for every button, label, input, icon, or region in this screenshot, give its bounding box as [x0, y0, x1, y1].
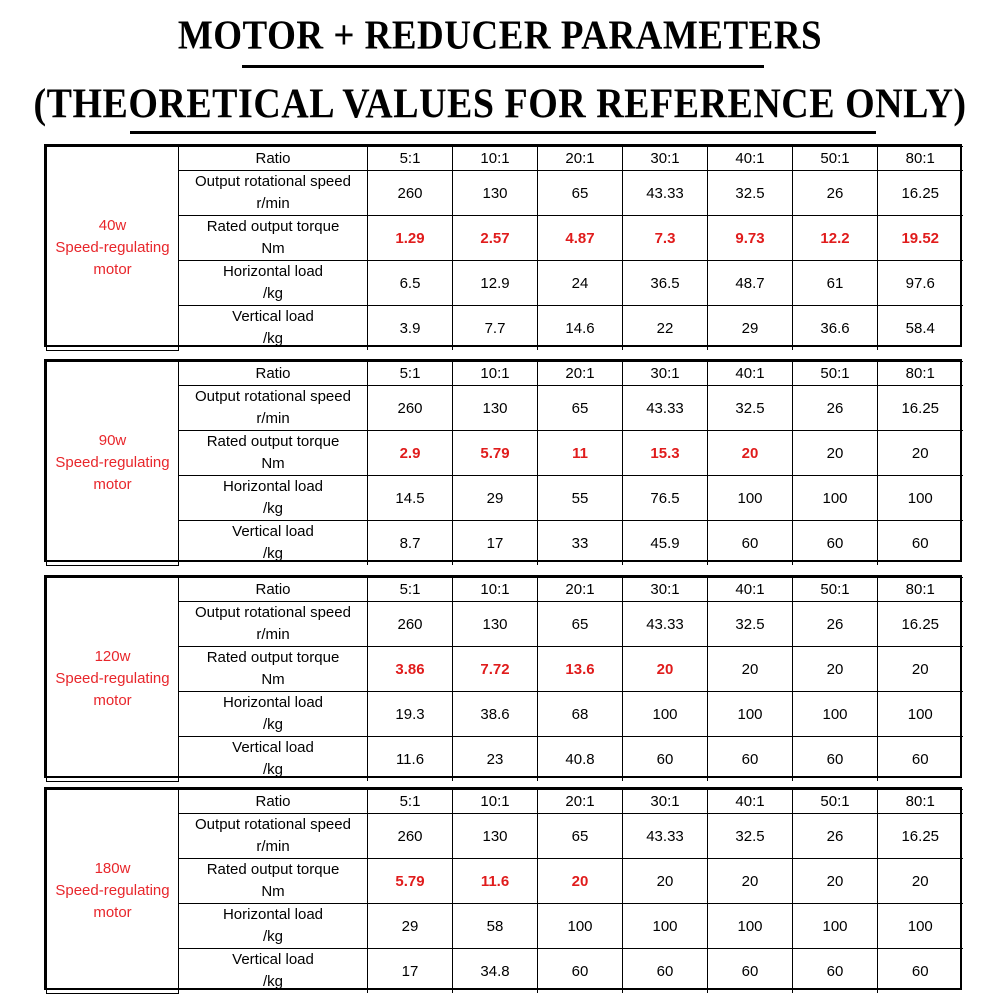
torque-row	[47, 216, 963, 261]
speed-value-cell: 16.25	[878, 171, 963, 216]
torque-value-cell: 20	[538, 859, 623, 904]
speed-label-line: r/min	[256, 626, 290, 643]
parameter-table	[46, 146, 963, 351]
torque-value-cell: 15.3	[623, 431, 708, 476]
ratio-header-cell: 10:1	[453, 362, 538, 386]
speed-label	[179, 171, 368, 216]
vload-value-cell: 60	[793, 521, 878, 566]
motor-table-90w	[44, 359, 962, 562]
torque-value-cell: 4.87	[538, 216, 623, 261]
torque-label-line: Rated output torque	[206, 861, 340, 878]
speed-row	[47, 814, 963, 859]
speed-value-cell: 43.33	[623, 171, 708, 216]
ratio-row	[47, 578, 963, 602]
speed-value-cell: 43.33	[623, 602, 708, 647]
vload-value-cell: 17	[368, 949, 453, 994]
vload-value-cell: 11.6	[368, 737, 453, 782]
torque-value-cell: 20	[623, 859, 708, 904]
speed-row	[47, 602, 963, 647]
ratio-label	[179, 147, 368, 171]
vload-value-cell: 29	[708, 306, 793, 351]
ratio-header-cell: 40:1	[708, 790, 793, 814]
ratio-label	[179, 362, 368, 386]
vload-value-cell: 60	[623, 949, 708, 994]
torque-label-line: Rated output torque	[206, 649, 340, 666]
motor-name	[47, 578, 179, 782]
speed-value-cell: 260	[368, 171, 453, 216]
speed-value-cell: 32.5	[708, 171, 793, 216]
ratio-header-cell: 20:1	[538, 362, 623, 386]
torque-value-cell: 20	[623, 647, 708, 692]
torque-label	[179, 859, 368, 904]
parameter-table	[46, 789, 963, 994]
ratio-header-cell: 50:1	[793, 790, 878, 814]
vload-value-cell: 60	[708, 737, 793, 782]
vload-value-cell: 58.4	[878, 306, 963, 351]
hload-value-cell: 76.5	[623, 476, 708, 521]
speed-label	[179, 814, 368, 859]
speed-value-cell: 130	[453, 814, 538, 859]
torque-value-cell: 9.73	[708, 216, 793, 261]
hload-value-cell: 100	[708, 904, 793, 949]
speed-label-line: Output rotational speed	[195, 388, 351, 405]
speed-value-cell: 26	[793, 171, 878, 216]
motor-name-line: 120w	[94, 648, 131, 666]
speed-value-cell: 32.5	[708, 602, 793, 647]
speed-row	[47, 171, 963, 216]
ratio-label-line: Ratio	[255, 149, 291, 167]
torque-value-cell: 11	[538, 431, 623, 476]
speed-label	[179, 602, 368, 647]
motor-name	[47, 147, 179, 351]
vertical-load-row	[47, 949, 963, 994]
torque-row	[47, 431, 963, 476]
ratio-header-cell: 30:1	[623, 362, 708, 386]
hload-label-line: /kg	[262, 716, 283, 733]
vload-value-cell: 40.8	[538, 737, 623, 782]
vload-label-line: /kg	[262, 330, 283, 347]
hload-value-cell: 12.9	[453, 261, 538, 306]
ratio-label-line: Ratio	[255, 364, 291, 382]
torque-value-cell: 20	[708, 859, 793, 904]
motor-table-120w	[44, 575, 962, 778]
motor-name-line: Speed-regulating	[55, 882, 170, 900]
speed-label-line: Output rotational speed	[195, 173, 351, 190]
ratio-header-cell: 20:1	[538, 790, 623, 814]
speed-label-line: r/min	[256, 195, 290, 212]
hload-label	[179, 261, 368, 306]
vload-value-cell: 60	[793, 949, 878, 994]
ratio-header-cell: 50:1	[793, 362, 878, 386]
torque-value-cell: 13.6	[538, 647, 623, 692]
vload-label-line: /kg	[262, 973, 283, 990]
ratio-header-cell: 10:1	[453, 790, 538, 814]
speed-value-cell: 26	[793, 814, 878, 859]
motor-table-180w	[44, 787, 962, 990]
ratio-label	[179, 578, 368, 602]
speed-value-cell: 65	[538, 814, 623, 859]
motor-name-line: Speed-regulating	[55, 670, 170, 688]
torque-label-line: Rated output torque	[206, 218, 340, 235]
vload-value-cell: 60	[793, 737, 878, 782]
vload-value-cell: 33	[538, 521, 623, 566]
torque-value-cell: 5.79	[453, 431, 538, 476]
motor-table-40w	[44, 144, 962, 347]
hload-value-cell: 100	[708, 476, 793, 521]
horizontal-load-row	[47, 261, 963, 306]
speed-label-line: Output rotational speed	[195, 604, 351, 621]
speed-label-line: r/min	[256, 838, 290, 855]
vload-value-cell: 17	[453, 521, 538, 566]
speed-value-cell: 26	[793, 386, 878, 431]
hload-label-line: Horizontal load	[222, 694, 324, 711]
torque-row	[47, 859, 963, 904]
vload-value-cell: 22	[623, 306, 708, 351]
hload-value-cell: 100	[793, 476, 878, 521]
torque-value-cell: 7.3	[623, 216, 708, 261]
speed-value-cell: 16.25	[878, 386, 963, 431]
vload-value-cell: 7.7	[453, 306, 538, 351]
torque-value-cell: 5.79	[368, 859, 453, 904]
hload-value-cell: 48.7	[708, 261, 793, 306]
ratio-row	[47, 790, 963, 814]
hload-label	[179, 904, 368, 949]
torque-value-cell: 1.29	[368, 216, 453, 261]
vload-value-cell: 36.6	[793, 306, 878, 351]
speed-value-cell: 130	[453, 171, 538, 216]
torque-value-cell: 20	[793, 859, 878, 904]
motor-name-line: 40w	[98, 217, 127, 235]
vload-label	[179, 306, 368, 351]
vload-value-cell: 60	[708, 521, 793, 566]
torque-label	[179, 647, 368, 692]
speed-row	[47, 386, 963, 431]
speed-value-cell: 43.33	[623, 814, 708, 859]
torque-value-cell: 20	[708, 431, 793, 476]
motor-name	[47, 790, 179, 994]
vload-label-line: Vertical load	[232, 308, 314, 325]
vload-value-cell: 8.7	[368, 521, 453, 566]
torque-label-line: Nm	[261, 883, 285, 900]
ratio-header-cell: 10:1	[453, 578, 538, 602]
torque-value-cell: 2.9	[368, 431, 453, 476]
hload-value-cell: 14.5	[368, 476, 453, 521]
vload-label	[179, 949, 368, 994]
vload-value-cell: 3.9	[368, 306, 453, 351]
parameter-table	[46, 577, 963, 782]
ratio-header-cell: 80:1	[878, 578, 963, 602]
ratio-header-cell: 20:1	[538, 147, 623, 171]
torque-value-cell: 20	[708, 647, 793, 692]
motor-name	[47, 362, 179, 566]
vload-label-line: /kg	[262, 545, 283, 562]
ratio-header-cell: 30:1	[623, 578, 708, 602]
hload-value-cell: 58	[453, 904, 538, 949]
hload-value-cell: 36.5	[623, 261, 708, 306]
speed-value-cell: 43.33	[623, 386, 708, 431]
hload-value-cell: 100	[538, 904, 623, 949]
torque-value-cell: 20	[878, 647, 963, 692]
speed-value-cell: 32.5	[708, 386, 793, 431]
hload-value-cell: 100	[623, 692, 708, 737]
title-underline	[242, 65, 764, 68]
vload-label	[179, 737, 368, 782]
hload-value-cell: 55	[538, 476, 623, 521]
hload-value-cell: 100	[878, 904, 963, 949]
motor-name-line: motor	[93, 261, 132, 279]
ratio-header-cell: 5:1	[368, 578, 453, 602]
hload-label-line: /kg	[262, 928, 283, 945]
speed-value-cell: 65	[538, 386, 623, 431]
torque-label-line: Nm	[261, 671, 285, 688]
speed-value-cell: 260	[368, 602, 453, 647]
hload-value-cell: 100	[793, 692, 878, 737]
torque-value-cell: 20	[878, 431, 963, 476]
hload-value-cell: 29	[368, 904, 453, 949]
ratio-header-cell: 5:1	[368, 362, 453, 386]
vload-value-cell: 60	[623, 737, 708, 782]
vload-value-cell: 45.9	[623, 521, 708, 566]
torque-value-cell: 3.86	[368, 647, 453, 692]
ratio-header-cell: 40:1	[708, 147, 793, 171]
motor-name-line: Speed-regulating	[55, 454, 170, 472]
horizontal-load-row	[47, 692, 963, 737]
ratio-header-cell: 10:1	[453, 147, 538, 171]
speed-label-line: r/min	[256, 410, 290, 427]
ratio-header-cell: 30:1	[623, 147, 708, 171]
vload-value-cell: 34.8	[453, 949, 538, 994]
ratio-row	[47, 362, 963, 386]
vload-value-cell: 60	[708, 949, 793, 994]
hload-value-cell: 97.6	[878, 261, 963, 306]
hload-value-cell: 61	[793, 261, 878, 306]
hload-value-cell: 68	[538, 692, 623, 737]
speed-value-cell: 16.25	[878, 602, 963, 647]
hload-label-line: Horizontal load	[222, 263, 324, 280]
torque-row	[47, 647, 963, 692]
ratio-header-cell: 40:1	[708, 578, 793, 602]
ratio-label-line: Ratio	[255, 792, 291, 810]
hload-label-line: Horizontal load	[222, 478, 324, 495]
ratio-row	[47, 147, 963, 171]
torque-value-cell: 19.52	[878, 216, 963, 261]
ratio-header-cell: 80:1	[878, 147, 963, 171]
hload-value-cell: 100	[878, 692, 963, 737]
page-subtitle: (THEORETICAL VALUES FOR REFERENCE ONLY)	[33, 80, 967, 128]
speed-value-cell: 65	[538, 602, 623, 647]
hload-label-line: /kg	[262, 500, 283, 517]
ratio-header-cell: 5:1	[368, 790, 453, 814]
torque-value-cell: 20	[793, 647, 878, 692]
ratio-header-cell: 30:1	[623, 790, 708, 814]
hload-value-cell: 24	[538, 261, 623, 306]
torque-value-cell: 20	[793, 431, 878, 476]
ratio-header-cell: 80:1	[878, 790, 963, 814]
hload-value-cell: 100	[623, 904, 708, 949]
motor-name-line: 180w	[94, 860, 131, 878]
torque-value-cell: 7.72	[453, 647, 538, 692]
vload-value-cell: 23	[453, 737, 538, 782]
motor-name-line: motor	[93, 476, 132, 494]
ratio-label-line: Ratio	[255, 580, 291, 598]
vload-label-line: Vertical load	[232, 739, 314, 756]
vload-value-cell: 60	[878, 737, 963, 782]
vertical-load-row	[47, 306, 963, 351]
hload-value-cell: 100	[793, 904, 878, 949]
speed-value-cell: 130	[453, 602, 538, 647]
ratio-header-cell: 20:1	[538, 578, 623, 602]
torque-value-cell: 11.6	[453, 859, 538, 904]
ratio-header-cell: 50:1	[793, 147, 878, 171]
vload-value-cell: 14.6	[538, 306, 623, 351]
motor-name-line: motor	[93, 904, 132, 922]
vload-value-cell: 60	[878, 949, 963, 994]
motor-name-line: 90w	[98, 432, 127, 450]
vload-label	[179, 521, 368, 566]
hload-label	[179, 692, 368, 737]
hload-value-cell: 19.3	[368, 692, 453, 737]
horizontal-load-row	[47, 476, 963, 521]
vload-value-cell: 60	[538, 949, 623, 994]
speed-label	[179, 386, 368, 431]
hload-label	[179, 476, 368, 521]
hload-label-line: Horizontal load	[222, 906, 324, 923]
torque-label	[179, 431, 368, 476]
speed-label-line: Output rotational speed	[195, 816, 351, 833]
speed-value-cell: 16.25	[878, 814, 963, 859]
torque-label-line: Rated output torque	[206, 433, 340, 450]
page-title: MOTOR + REDUCER PARAMETERS	[177, 12, 823, 59]
vload-label-line: /kg	[262, 761, 283, 778]
torque-label-line: Nm	[261, 455, 285, 472]
speed-value-cell: 32.5	[708, 814, 793, 859]
vload-value-cell: 60	[878, 521, 963, 566]
hload-value-cell: 29	[453, 476, 538, 521]
vertical-load-row	[47, 737, 963, 782]
motor-name-line: Speed-regulating	[55, 239, 170, 257]
torque-label	[179, 216, 368, 261]
parameter-table	[46, 361, 963, 566]
hload-label-line: /kg	[262, 285, 283, 302]
torque-value-cell: 12.2	[793, 216, 878, 261]
hload-value-cell: 38.6	[453, 692, 538, 737]
hload-value-cell: 100	[708, 692, 793, 737]
speed-value-cell: 130	[453, 386, 538, 431]
torque-label-line: Nm	[261, 240, 285, 257]
vload-label-line: Vertical load	[232, 951, 314, 968]
ratio-header-cell: 5:1	[368, 147, 453, 171]
speed-value-cell: 260	[368, 814, 453, 859]
torque-value-cell: 2.57	[453, 216, 538, 261]
hload-value-cell: 6.5	[368, 261, 453, 306]
horizontal-load-row	[47, 904, 963, 949]
ratio-label	[179, 790, 368, 814]
ratio-header-cell: 40:1	[708, 362, 793, 386]
vload-label-line: Vertical load	[232, 523, 314, 540]
subtitle-underline	[130, 131, 876, 134]
motor-name-line: motor	[93, 692, 132, 710]
vertical-load-row	[47, 521, 963, 566]
hload-value-cell: 100	[878, 476, 963, 521]
ratio-header-cell: 50:1	[793, 578, 878, 602]
torque-value-cell: 20	[878, 859, 963, 904]
speed-value-cell: 260	[368, 386, 453, 431]
speed-value-cell: 65	[538, 171, 623, 216]
speed-value-cell: 26	[793, 602, 878, 647]
ratio-header-cell: 80:1	[878, 362, 963, 386]
